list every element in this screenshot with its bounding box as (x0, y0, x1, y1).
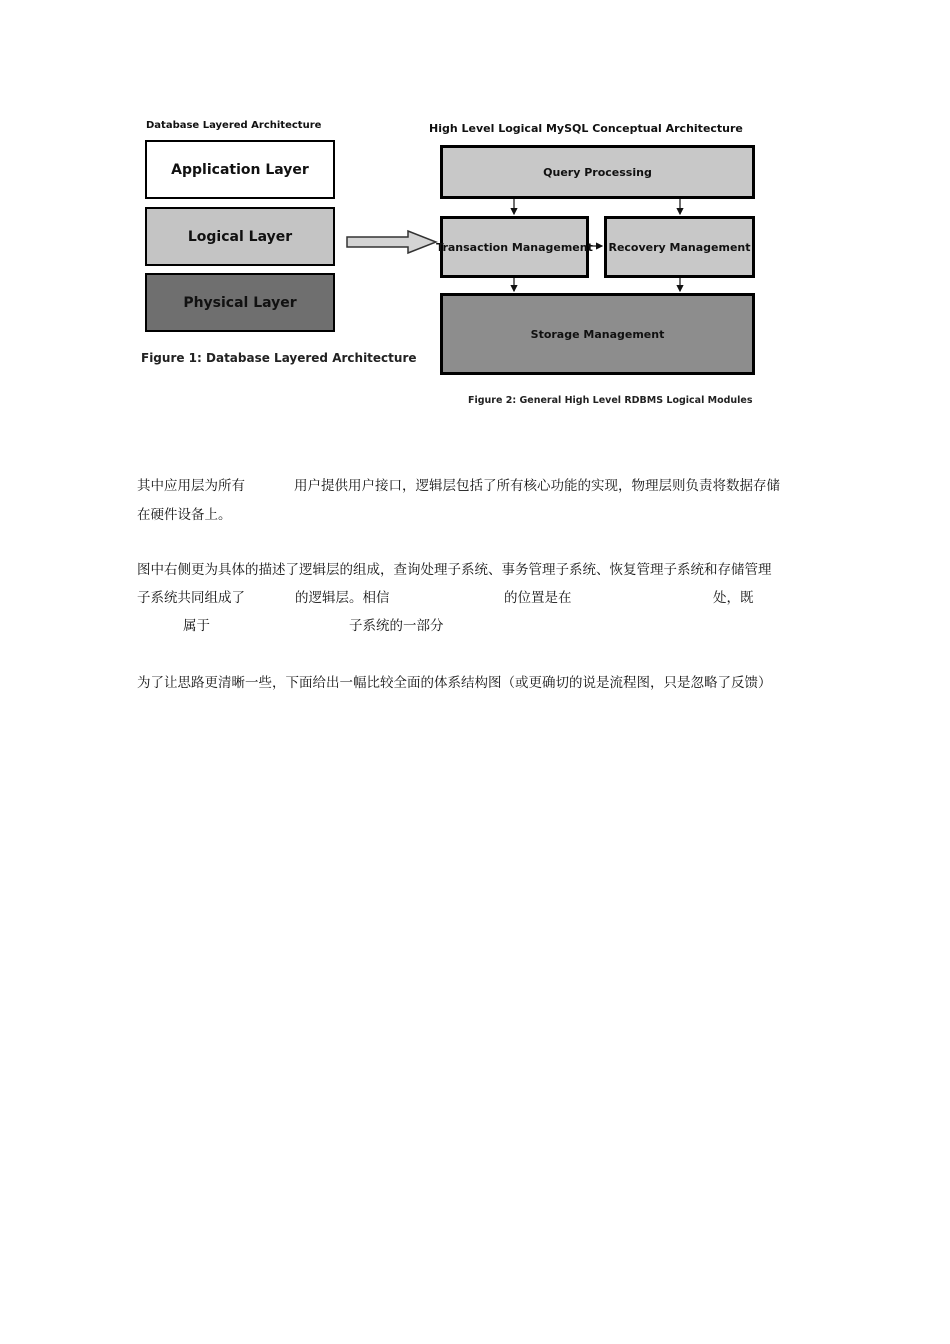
p1-line1-end: 用户提供用户接口，逻辑层包括了所有核心功能的实现，物理层则负责将数据存储 (294, 478, 780, 494)
p2-line3-a: 属于 (183, 618, 210, 634)
p2-line2-a: 子系统共同组成了 (137, 590, 245, 606)
figure1-caption: Figure 1: Database Layered Architecture (141, 351, 417, 365)
transaction-management-box: Transaction Management (440, 216, 589, 278)
p2-line2-c: 的位置是在 (504, 590, 572, 606)
figure2-title: High Level Logical MySQL Conceptual Architecture (429, 122, 743, 135)
p1-line2: 在硬件设备上。 (137, 507, 232, 523)
p2-line1: 图中右侧更为具体的描述了逻辑层的组成，查询处理子系统、事务管理子系统、恢复管理子系统和存储管理 (137, 562, 772, 578)
module-arrows (0, 0, 950, 400)
storage-management-box: Storage Management (440, 293, 755, 375)
application-layer-box: Application Layer (145, 140, 335, 199)
physical-layer-box: Physical Layer (145, 273, 335, 332)
figure2-caption: Figure 2: General High Level RDBMS Logical Modules (468, 395, 753, 406)
logical-layer-box: Logical Layer (145, 207, 335, 266)
paragraph-2 (137, 556, 817, 646)
query-processing-box: Query Processing (440, 145, 755, 199)
p2-line2-d: 处，既 (713, 590, 754, 606)
paragraph-3 (137, 669, 817, 699)
recovery-management-box: Recovery Management (604, 216, 755, 278)
paragraph-1 (137, 472, 817, 532)
p3-line1: 为了让思路更清晰一些，下面给出一幅比较全面的体系结构图（或更确切的说是流程图，只是忽略了反馈） (137, 675, 772, 691)
p2-line3-b: 子系统的一部分 (349, 618, 444, 634)
p1-line1-start: 其中应用层为所有 (137, 478, 245, 494)
p2-line2-b: 的逻辑层。相信 (295, 590, 390, 606)
figure1-title: Database Layered Architecture (146, 120, 322, 131)
